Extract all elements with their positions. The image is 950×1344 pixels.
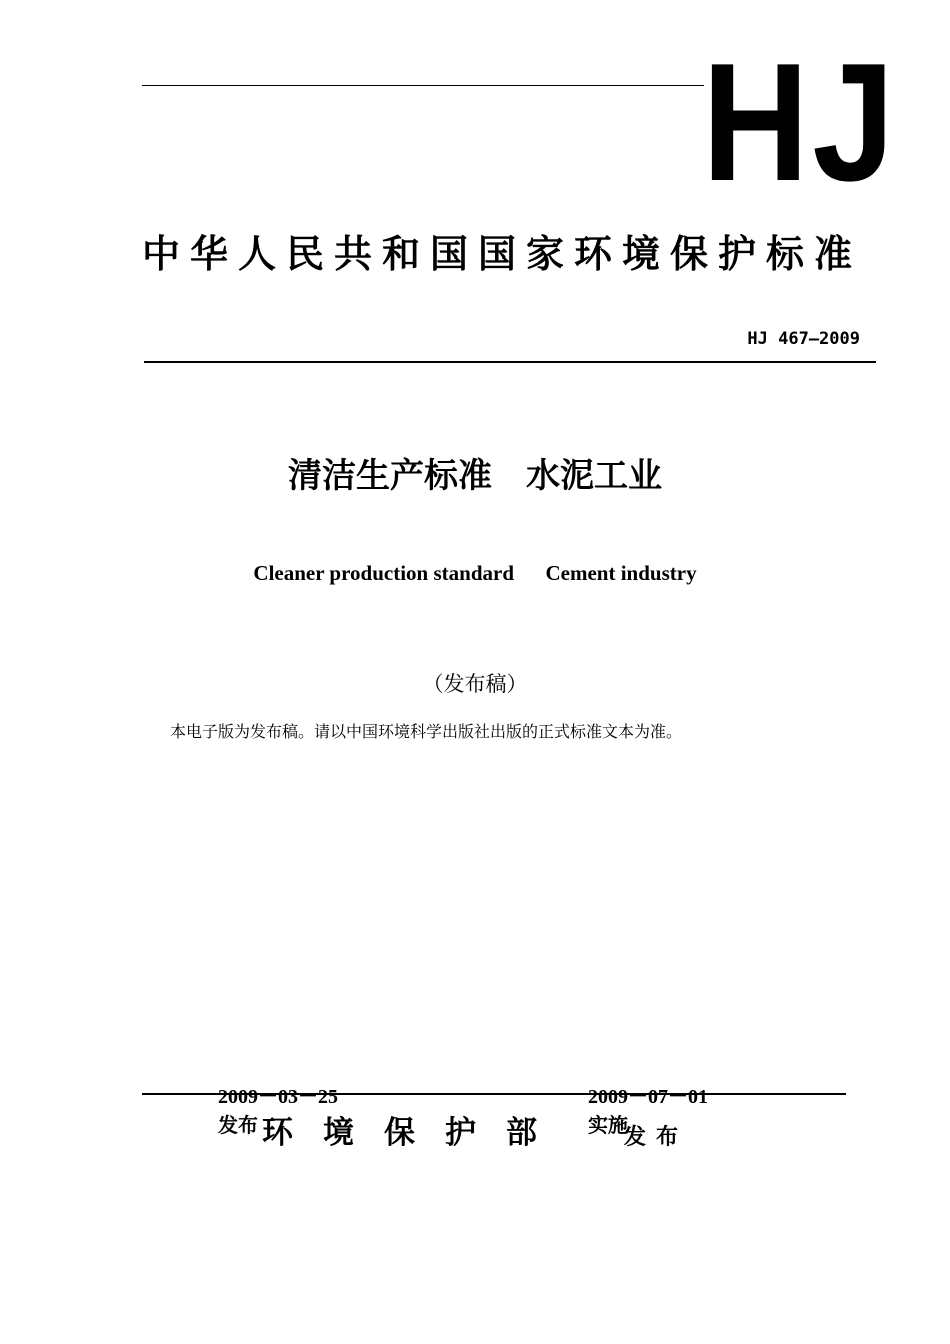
standard-number: HJ 467—2009 [747, 329, 860, 349]
standard-category: 中华人民共和国国家环境保护标准 [142, 232, 863, 276]
electronic-version-notice: 本电子版为发布稿。请以中国环境科学出版社出版的正式标准文本为准。 [170, 722, 683, 741]
title-english: Cleaner production standard Cement industry [253, 561, 697, 585]
effective-date: 2009－07－01 [588, 1086, 708, 1108]
header-rule [144, 361, 876, 363]
effective-verb: 实施 [588, 1113, 628, 1137]
hj-logo-mark: HJ [702, 28, 899, 216]
issuing-verb: 发布 [624, 1125, 689, 1150]
title-chinese: 清洁生产标准 水泥工业 [288, 456, 662, 496]
issue-date: 2009－03－25 [218, 1086, 338, 1108]
draft-label: （发布稿） [422, 672, 528, 696]
issuing-authority: 环境保护部 [262, 1115, 567, 1151]
top-rule [142, 85, 704, 86]
footer-rule [142, 1093, 846, 1095]
issue-verb: 发布 [218, 1113, 258, 1137]
